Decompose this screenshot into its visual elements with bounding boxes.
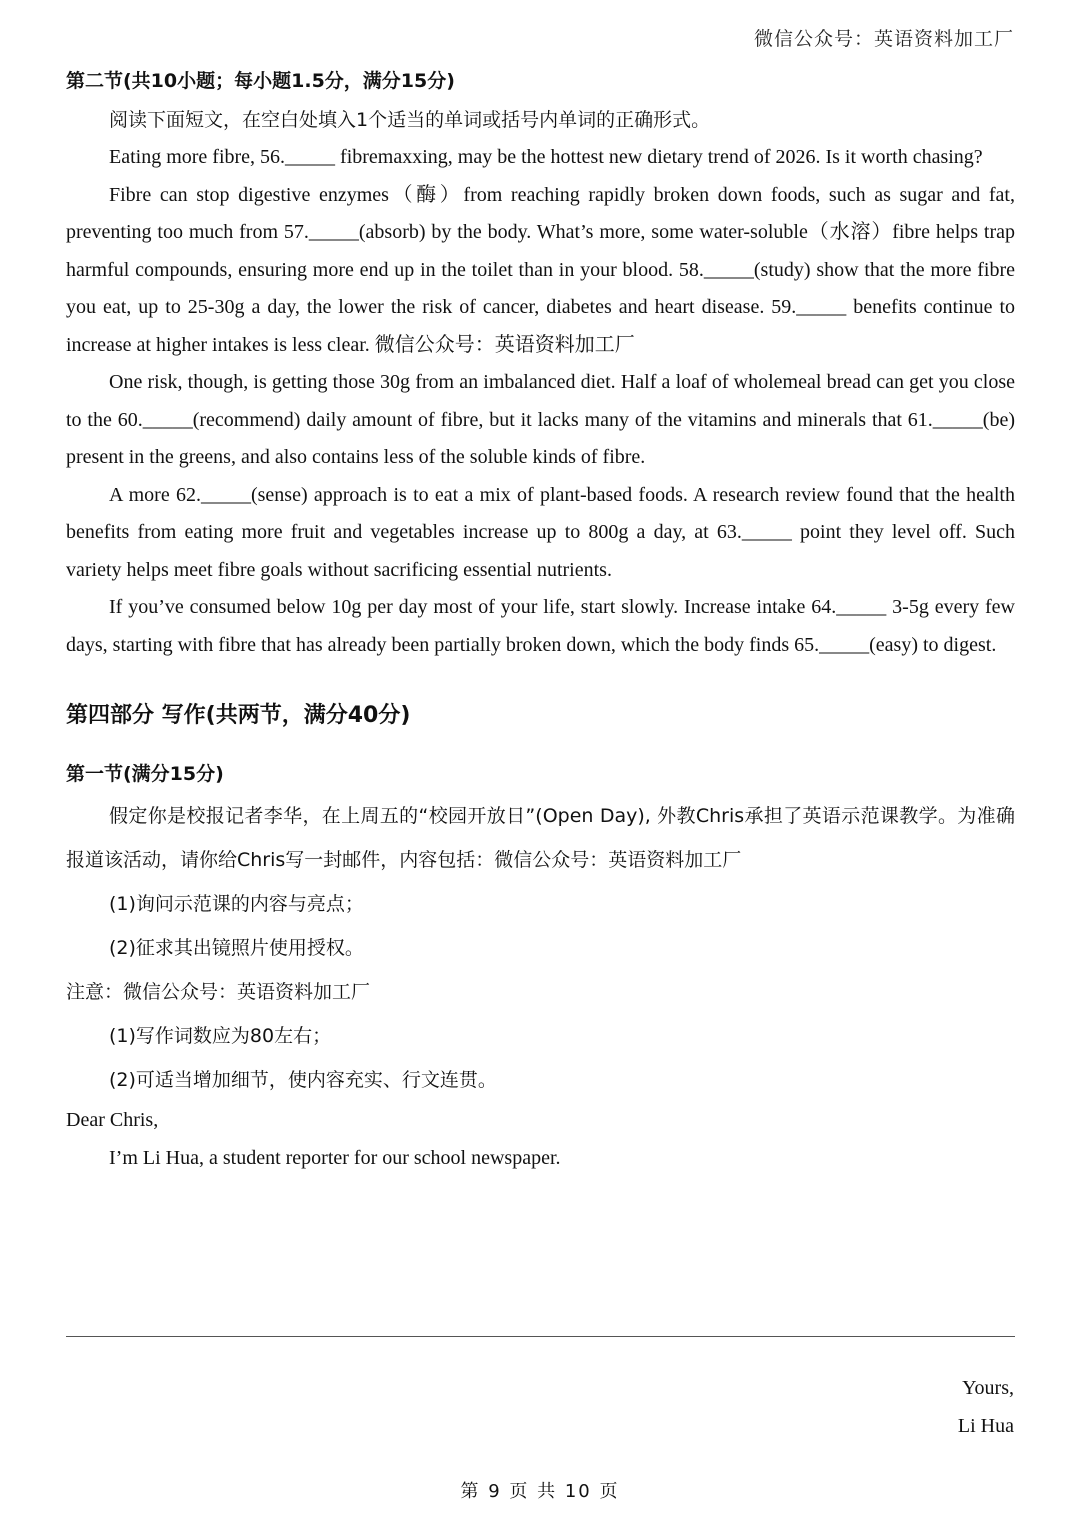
writing-point-1: (1)询问示范课的内容与亮点； xyxy=(109,893,364,915)
note-1: (1)写作词数应为80左右； xyxy=(109,1025,332,1047)
letter-signoff xyxy=(958,1370,1014,1445)
page-header: 微信公众号：英语资料加工厂 xyxy=(753,28,1014,50)
passage-paragraph-1: Eating more fibre, 56._____ fibremaxxing, may be the hottest new dietary trend of 2026. Is it worth chasing? xyxy=(109,146,983,168)
writing-prompt: 假定你是校报记者李华，在上周五的“校园开放日”(Open Day), 外教Chris承担了英语示范课教学。为准确报道该活动，请你给Chris写一封邮件，内容包括：微信公众号：英语资料加工厂 xyxy=(66,805,1015,871)
note-label: 注意：微信公众号：英语资料加工厂 xyxy=(66,981,371,1003)
answer-line xyxy=(66,1336,1015,1337)
section2-instruction: 阅读下面短文，在空白处填入1个适当的单词或括号内单词的正确形式。 xyxy=(109,109,711,131)
passage-paragraph-3: One risk, though, is getting those 30g from an imbalanced diet. Half a loaf of wholemeal bread can get you close to the 60._____(recommend) daily amount of fibre, but it lacks many of the vitamins and minerals that 61._____(be) present in the greens, and also contains less of the soluble kinds of fibre. xyxy=(66,371,1015,468)
letter-closing: Yours, xyxy=(962,1377,1014,1399)
page-content xyxy=(66,60,1015,1177)
part4-section1-heading: 第一节(满分15分) xyxy=(66,763,224,785)
letter-signature: Li Hua xyxy=(957,1414,1014,1437)
passage-paragraph-2: Fibre can stop digestive enzymes（酶）from reaching rapidly broken down foods, such as sugar and fat, preventing too much from 57._____(absorb) by the body. What’s more, some water-soluble（水溶）fibre helps trap harmful compounds, ensuring more end up in the toilet than in your blood. 58._____(study) show that the more fibre you eat, up to 25-30g a day, the lower the risk of cancer, diabetes and heart disease. 59._____ benefits continue to increase at higher intakes is less clear. 微信公众号：英语资料加工厂 xyxy=(66,183,1015,356)
letter-opening: I’m Li Hua, a student reporter for our school newspaper. xyxy=(109,1146,561,1169)
part4-heading: 第四部分 写作(共两节，满分40分) xyxy=(66,703,411,728)
passage-paragraph-5: If you’ve consumed below 10g per day most of your life, start slowly. Increase intake 64._____ 3-5g every few days, starting with fibre that has already been partially broken down, which the body finds 65._____(easy) to digest. xyxy=(66,596,1015,656)
letter-salutation: Dear Chris, xyxy=(66,1109,159,1131)
writing-point-2: (2)征求其出镜照片使用授权。 xyxy=(109,937,364,959)
note-2: (2)可适当增加细节，使内容充实、行文连贯。 xyxy=(109,1069,497,1091)
page-footer: 第 9 页 共 10 页 xyxy=(460,1481,620,1502)
passage-paragraph-4: A more 62._____(sense) approach is to eat a mix of plant-based foods. A research review found that the health benefits from eating more fruit and vegetables increase up to 800g a day, at 63._____ point they level off. Such variety helps meet fibre goals without sacrificing essential nutrients. xyxy=(66,483,1015,581)
section2-heading: 第二节(共10小题；每小题1.5分，满分15分) xyxy=(66,70,455,92)
